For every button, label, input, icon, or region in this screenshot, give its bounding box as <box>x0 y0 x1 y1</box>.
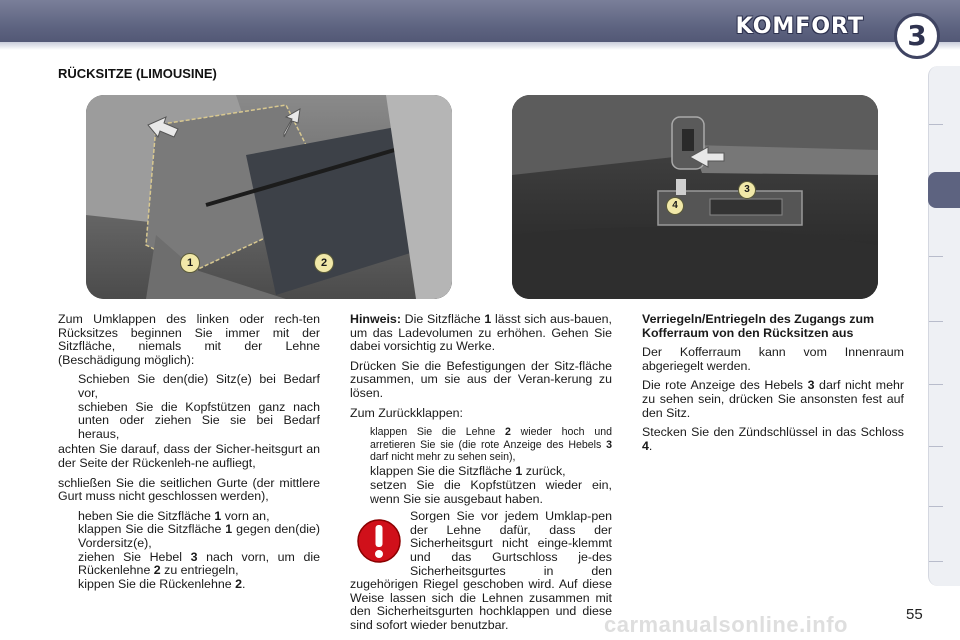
rear-seat-photo <box>86 95 452 299</box>
belt-note: achten Sie darauf, dass der Sicher-heitsgurt an der Seite der Rückenleh-ne aufliegt, <box>58 442 320 470</box>
tab-mark <box>929 446 943 447</box>
tab-mark <box>929 561 943 562</box>
page-number: 55 <box>906 606 923 623</box>
tab-mark <box>929 321 943 322</box>
list-item: Schieben Sie den(die) Sitz(e) bei Bedarf vor, <box>78 372 320 400</box>
tab-mark <box>929 124 943 125</box>
warning-box <box>350 510 612 632</box>
list-item: klappen Sie die Sitzfläche 1 gegen den(die) Vordersitz(e), <box>78 522 320 550</box>
rear-seat-illustration <box>86 95 452 299</box>
column-seat-folding <box>58 313 320 593</box>
trunk-lock-text-1: Der Kofferraum kann vom Innenraum abgeriegelt werden. <box>642 345 904 373</box>
list-item: ziehen Sie Hebel 3 nach vorn, um die Rückenlehne 2 zu entriegeln, <box>78 549 321 578</box>
chapter-badge <box>894 13 940 59</box>
list-item: kippen Sie die Rückenlehne 2. <box>78 576 246 591</box>
callout-4: 4 <box>666 197 684 215</box>
header-divider <box>0 42 960 50</box>
chapter-title: KOMFORT <box>735 14 864 39</box>
trunk-lock-illustration <box>512 95 878 299</box>
press-text: Drücken Sie die Befestigungen der Sitz-fläche zusammen, um sie aus der Veran-kerung zu lösen. <box>350 358 612 400</box>
folding-steps <box>58 510 320 592</box>
trunk-lock-text-3: Stecken Sie den Zündschlüssel in das Schloss 4. <box>642 425 904 453</box>
intro-text: Zum Umklappen des linken oder rech-ten Rücksitzes beginnen Sie immer mit der Sitzfläche, niemals mit der Lehne (Beschädigung möglich): <box>58 312 320 367</box>
tab-mark <box>929 384 943 385</box>
prep-list <box>58 373 320 441</box>
column-hint <box>350 313 612 633</box>
list-item: setzen Sie die Kopfstützen wieder ein, wenn Sie sie ausgebaut haben. <box>370 477 612 506</box>
warning-icon <box>356 516 402 566</box>
section-title: RÜCKSITZE (LIMOUSINE) <box>58 66 217 81</box>
chapter-tab-active[interactable] <box>928 172 960 208</box>
column-trunk-lock <box>642 313 904 459</box>
fold-back-label: Zum Zurückklappen: <box>350 405 463 420</box>
hint-text: Hinweis: Die Sitzfläche 1 lässt sich aus-bauen, um das Ladevolumen zu erhöhen. Gehen Sie dabei vorsichtig zu Werke. <box>350 312 612 354</box>
tab-mark <box>929 506 943 507</box>
callout-1: 1 <box>180 253 200 273</box>
trunk-lock-text-2: Die rote Anzeige des Hebels 3 darf nicht mehr zu sehen sein, drücken Sie ansonsten fest auf den Sitz. <box>642 378 905 420</box>
list-item: klappen Sie die Lehne 2 wieder hoch und arretieren Sie sie (die rote Anzeige des Hebels 3 darf nicht mehr zu sehen sein), <box>370 426 612 463</box>
fold-back-list <box>350 465 612 506</box>
list-item: klappen Sie die Sitzfläche 1 zurück, <box>370 464 566 479</box>
watermark: carmanualsonline.info <box>604 612 848 637</box>
callout-2: 2 <box>314 253 334 273</box>
belts-text: schließen Sie die seitlichen Gurte (der mittlere Gurt muss nicht geschlossen werden), <box>58 475 320 504</box>
fold-back-small-list <box>350 426 612 463</box>
trunk-lock-photo <box>512 95 878 299</box>
warning-text: Sorgen Sie vor jedem Umklap-pen der Lehne dafür, dass der Sicherheitsgurt nicht einge-klemmt und das Gurtschloss je-des Sicherheitsgurtes in den zugehörigen Riegel geschoben wird. Auf diese Weise lassen sich die Lehnen zusammen mit den Sicherheitsgurten hochklappen und diese sind sofort wieder benutzbar. <box>350 509 612 632</box>
trunk-lock-heading: Verriegeln/Entriegeln des Zugangs zum Kofferraum von den Rücksitzen aus <box>642 312 875 340</box>
tab-mark <box>929 256 943 257</box>
chapter-tab-strip <box>928 66 960 586</box>
list-item: schieben Sie die Kopfstützen ganz nach unten oder ziehen Sie sie bei Bedarf heraus, <box>78 399 320 441</box>
list-item: heben Sie die Sitzfläche 1 vorn an, <box>78 508 270 523</box>
callout-3: 3 <box>738 181 756 199</box>
chapter-number: 3 <box>907 19 927 52</box>
